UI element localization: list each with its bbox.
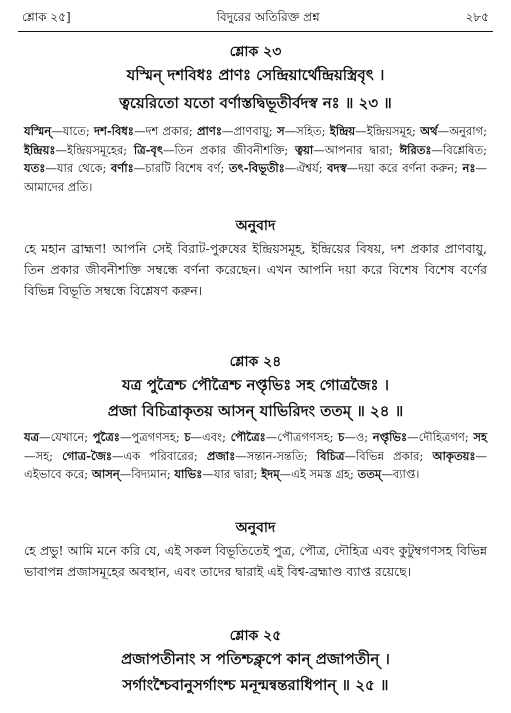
sanskrit-term: ত্বয়া bbox=[294, 142, 314, 157]
sanskrit-term: নঃ bbox=[462, 161, 476, 176]
header-page-number: ২৮৫ bbox=[465, 10, 489, 24]
term-meaning: —ইন্দ্রিয়সমূহের; bbox=[55, 142, 134, 157]
sanskrit-term: পুত্রৈঃ bbox=[92, 430, 120, 444]
sanskrit-term: ইন্দ্রিয়ঃ bbox=[24, 142, 56, 157]
sanskrit-term: স bbox=[277, 124, 285, 138]
term-meaning: —সন্তান-সন্ততি; bbox=[235, 448, 317, 463]
term-meaning: —ইন্দ্রিয়সমূহ; bbox=[355, 124, 421, 138]
term-meaning: —চারটি বিশেষ বর্ণ; bbox=[133, 161, 229, 176]
sanskrit-term: সহ bbox=[473, 430, 487, 444]
sanskrit-term: আসন্ bbox=[91, 467, 120, 482]
term-meaning: —ও; bbox=[344, 430, 373, 444]
sanskrit-term: যত্র bbox=[24, 430, 40, 444]
verse-24-translation-heading: অনুবাদ bbox=[235, 520, 276, 536]
verse-24-translation-text: হে প্রভু! আমি মনে করি যে, এই সকল বিভূতিতেই পুত্র, পৌত্র, দৌহিত্র এবং কুটুম্বগণসহ বিভিন্ন ভাবাপন্ন প্রজাসমূহের অবস্থান, এবং তাদের দ্বারাই এই বিশ্ব-ব্রহ্মাণ্ড ব্যাপ্ত রয়েছে। bbox=[24, 543, 487, 579]
sanskrit-term: যতঃ bbox=[24, 161, 46, 176]
verse-24-synonyms bbox=[24, 428, 487, 484]
sanskrit-term: গোত্র-জৈঃ bbox=[62, 448, 112, 463]
verse-25-title: শ্লোক ২৫ bbox=[229, 628, 282, 644]
sanskrit-term: দশ-বিধঃ bbox=[94, 124, 134, 138]
verse-23-line-2: ত্বয়েরিতো যতো বর্ণাস্তদ্বিভূতীর্বদস্ব নঃ ॥ ২৩ ॥ bbox=[119, 94, 392, 112]
running-header bbox=[22, 8, 489, 30]
term-meaning: —পৌত্রগণসহ; bbox=[265, 430, 339, 444]
sanskrit-term: চ bbox=[184, 430, 191, 444]
term-meaning: —ব্যাপ্ত। bbox=[381, 467, 420, 482]
sanskrit-term: নপ্তৃভিঃ bbox=[372, 430, 408, 444]
term-meaning: —তিন প্রকার জীবনীশক্তি; bbox=[162, 142, 295, 157]
term-meaning: —আমাদের প্রতি। bbox=[24, 161, 487, 194]
sanskrit-term: প্রজাঃ bbox=[206, 448, 236, 463]
verse-24-line-1: যত্র পুত্রৈশ্চ পৌত্রৈশ্চ নপ্তৃভিঃ সহ গোত্রজৈঃ । bbox=[121, 376, 390, 394]
sanskrit-term: ঈরিতঃ bbox=[399, 142, 432, 157]
sanskrit-term: বর্ণাঃ bbox=[110, 161, 134, 176]
term-meaning: —বিদ্যমান; bbox=[119, 467, 175, 482]
term-meaning: —আপনার দ্বারা; bbox=[313, 142, 400, 157]
term-meaning: —যার দ্বারা; bbox=[202, 467, 262, 482]
term-meaning: —এক পরিবারের; bbox=[112, 448, 207, 463]
term-meaning: —দৌহিত্রগণ; bbox=[407, 430, 474, 444]
term-meaning: —ঐশ্বর্য; bbox=[284, 161, 328, 176]
term-meaning: —বিভিন্ন প্রকার; bbox=[344, 448, 433, 463]
term-meaning: —যেখানে; bbox=[39, 430, 93, 444]
sanskrit-term: ততম্ bbox=[357, 467, 382, 482]
verse-24-translation bbox=[24, 540, 487, 582]
verse-23-translation-text: হে মহান ব্রাহ্মণ! আপনি সেই বিরাট-পুরুষের ইন্দ্রিয়সমূহ, ইন্দ্রিয়ের বিষয়, দশ প্রকার প্রাণবায়ু, তিন প্রকার জীবনীশক্তি সম্বন্ধে বর্ণনা করেছেন। এখন আপনি দয়া করে বিশেষ বিশেষ বর্ণের বিভিন্ন বিভূতি সম্বন্ধে বিশ্লেষণ করুন। bbox=[24, 241, 487, 298]
sanskrit-term: ইদম্ bbox=[261, 467, 280, 482]
header-rule bbox=[18, 31, 493, 32]
term-meaning: —অনুরাগ; bbox=[437, 124, 487, 138]
term-meaning: —এইভাবে করে; bbox=[24, 448, 487, 482]
term-meaning: —পুত্রগণসহ; bbox=[119, 430, 185, 444]
verse-25-line-2: সর্গাংশ্চৈবানুসর্গাংশ্চ মনূন্মন্বন্তরাধিপান্ ॥ ২৫ ॥ bbox=[122, 676, 389, 694]
term-meaning: —বিশ্লেষিত; bbox=[431, 142, 487, 157]
verse-25-line-1: প্রজাপতীনাং স পতিশ্চক্লৃপে কান্ প্রজাপতীন্ । bbox=[121, 650, 390, 668]
header-verse-ref: শ্লোক ২৫] bbox=[22, 10, 71, 24]
sanskrit-term: অর্থ bbox=[420, 124, 438, 138]
sanskrit-term: তৎ-বিভূতীঃ bbox=[228, 161, 285, 176]
term-meaning: —এবং; bbox=[190, 430, 231, 444]
term-meaning: —প্রাণবায়ু; bbox=[221, 124, 277, 138]
term-meaning: —দয়া করে বর্ণনা করুন; bbox=[346, 161, 463, 176]
term-meaning: —যার থেকে; bbox=[45, 161, 111, 176]
term-meaning: —সহিত; bbox=[284, 124, 330, 138]
verse-23-translation-heading: অনুবাদ bbox=[235, 218, 276, 234]
header-chapter-title: বিদুরের অতিরিক্ত প্রশ্ন bbox=[216, 10, 320, 24]
verse-23-translation bbox=[24, 238, 487, 301]
sanskrit-term: পৌত্রৈঃ bbox=[230, 430, 266, 444]
term-meaning: —দশ প্রকার; bbox=[133, 124, 197, 138]
sanskrit-term: প্রাণঃ bbox=[196, 124, 222, 138]
sanskrit-term: বদস্ব bbox=[327, 161, 347, 176]
verse-24-title: শ্লোক ২৪ bbox=[229, 354, 282, 370]
term-meaning: —যাতে; bbox=[51, 124, 95, 138]
verse-24-line-2: প্রজা বিচিত্রাকৃতয় আসন্ যাভিরিদং ততম্ ॥ ২৪ ॥ bbox=[107, 402, 404, 420]
sanskrit-term: যাভিঃ bbox=[174, 467, 203, 482]
term-meaning: —এই সমস্ত গ্রহ; bbox=[279, 467, 358, 482]
verse-23-title: শ্লোক ২৩ bbox=[229, 44, 282, 60]
sanskrit-term: বিচিত্র bbox=[316, 448, 345, 463]
sanskrit-term: চ bbox=[338, 430, 345, 444]
sanskrit-term: ইন্দ্রিয় bbox=[329, 124, 356, 138]
sanskrit-term: ত্রি-বৃৎ bbox=[133, 142, 163, 157]
sanskrit-term: আকৃতয়ঃ bbox=[432, 448, 476, 463]
term-meaning: —সহ; bbox=[24, 448, 63, 463]
verse-23-synonyms bbox=[24, 122, 487, 196]
verse-23-line-1: যস্মিন্ দশবিধঃ প্রাণঃ সেন্দ্রিয়ার্থেন্দ্রিয়স্ত্রিবৃৎ । bbox=[126, 66, 385, 84]
sanskrit-term: যস্মিন্ bbox=[24, 124, 52, 138]
